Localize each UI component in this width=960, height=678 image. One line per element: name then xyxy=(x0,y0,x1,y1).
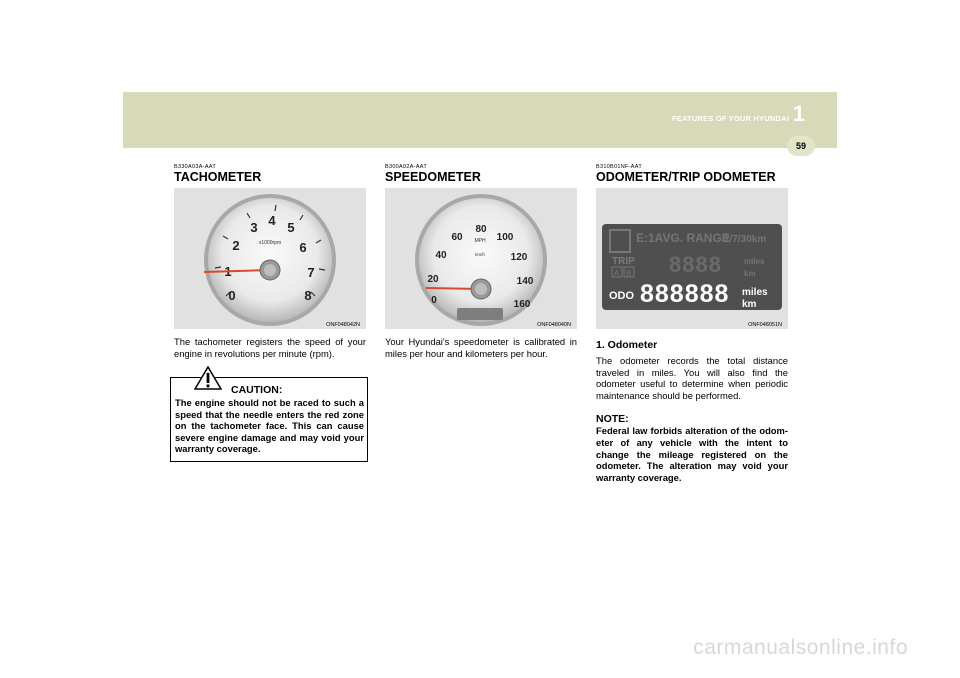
tach-label-8: 8 xyxy=(304,288,312,303)
lcd-trip-a: A xyxy=(614,269,620,278)
lcd-trip: TRIP xyxy=(612,256,635,267)
tach-label-7: 7 xyxy=(307,265,315,280)
speedometer-code: B300A02A-AAT xyxy=(385,164,428,170)
warning-triangle-icon xyxy=(194,366,222,390)
note-title: NOTE: xyxy=(596,413,629,426)
lcd-units-miles: miles xyxy=(742,287,768,298)
page-number: 59 xyxy=(787,136,815,156)
speedometer-column xyxy=(385,164,577,359)
speedometer-figure xyxy=(385,188,577,329)
tach-label-0: 0 xyxy=(228,288,236,303)
speedometer-gauge-illustration xyxy=(385,188,577,329)
speedometer-body: Your Hyundai's speedometer is calibrated in miles per hour and kilometers per hour. xyxy=(385,336,577,359)
odometer-subhead: 1. Odometer xyxy=(596,339,658,351)
speedo-unit-kmh: km/h xyxy=(475,252,485,257)
tach-label-5: 5 xyxy=(287,220,295,235)
speedo-label-100: 100 xyxy=(496,232,514,243)
tachometer-column xyxy=(174,164,366,359)
tachometer-figure xyxy=(174,188,366,329)
lcd-range-value: 2/7/30km xyxy=(724,234,767,245)
lcd-trip-b: B xyxy=(626,269,632,278)
odometer-body: The odometer records the total distance traveled in miles. You will also find the odometer useful to determine when periodic maintenance should be performed. xyxy=(596,355,788,401)
speedo-label-20: 20 xyxy=(427,274,439,285)
speedo-label-60: 60 xyxy=(451,232,463,243)
speedometer-figure-id: ONF048040N xyxy=(537,322,571,328)
caution-text: The engine should not be raced to such a speed that the needle enters the red zone on the tachometer face. This can cause severe engine damage and may void your warranty coverage. xyxy=(175,397,364,454)
tachometer-title: TACHOMETER xyxy=(174,170,262,184)
odometer-title: ODOMETER/TRIP ODOMETER xyxy=(596,170,776,184)
lcd-units-km: km xyxy=(742,299,757,310)
lcd-digits: 888888 xyxy=(640,280,730,308)
tach-label-3: 3 xyxy=(250,220,258,235)
tach-unit-label: x1000rpm xyxy=(258,240,282,246)
svg-text:8888: 8888 xyxy=(669,252,722,277)
lcd-odo: ODO xyxy=(609,290,635,302)
speedo-lcd-window xyxy=(457,308,503,320)
header-band xyxy=(123,92,837,151)
tachometer-body: The tachometer registers the speed of your engine in revolutions per minute (rpm). xyxy=(174,336,366,359)
speedo-label-160: 160 xyxy=(513,299,531,310)
tachometer-figure-id: ONF048042N xyxy=(326,322,360,328)
speedo-label-80: 80 xyxy=(475,224,487,235)
speedo-label-0: 0 xyxy=(431,295,437,306)
odometer-figure-id: ONF048051N xyxy=(748,322,782,328)
tachometer-gauge-illustration xyxy=(174,188,366,329)
speedo-label-140: 140 xyxy=(516,276,534,287)
lcd-avg-range: E:1AVG. RANGE xyxy=(636,231,730,245)
odometer-figure xyxy=(596,188,788,329)
odometer-column xyxy=(596,164,788,483)
tachometer-code: B330A03A-AAT xyxy=(174,164,217,170)
chapter-number: 1 xyxy=(792,101,805,126)
speedometer-title: SPEEDOMETER xyxy=(385,170,481,184)
speedo-label-120: 120 xyxy=(510,252,528,263)
lcd-unit-miles-dim: miles xyxy=(744,257,765,266)
speedo-label-40: 40 xyxy=(435,250,447,261)
odometer-code: B310B01NF-AAT xyxy=(596,164,642,170)
tach-label-6: 6 xyxy=(299,240,307,255)
tach-label-2: 2 xyxy=(232,238,240,253)
note-text: Federal law forbids alteration of the odom-eter of any vehicle with the intent to change the mileage registered on the odometer. The alteration may void your warranty coverage. xyxy=(596,425,788,483)
section-title: FEATURES OF YOUR HYUNDAI xyxy=(671,114,789,123)
watermark: carmanualsonline.info xyxy=(693,636,908,659)
speedo-unit-mph: MPH xyxy=(474,238,486,244)
tach-label-4: 4 xyxy=(268,213,276,228)
caution-title: CAUTION: xyxy=(231,384,283,396)
lcd-unit-km-dim: km xyxy=(744,269,756,278)
odometer-lcd-illustration xyxy=(596,188,788,329)
